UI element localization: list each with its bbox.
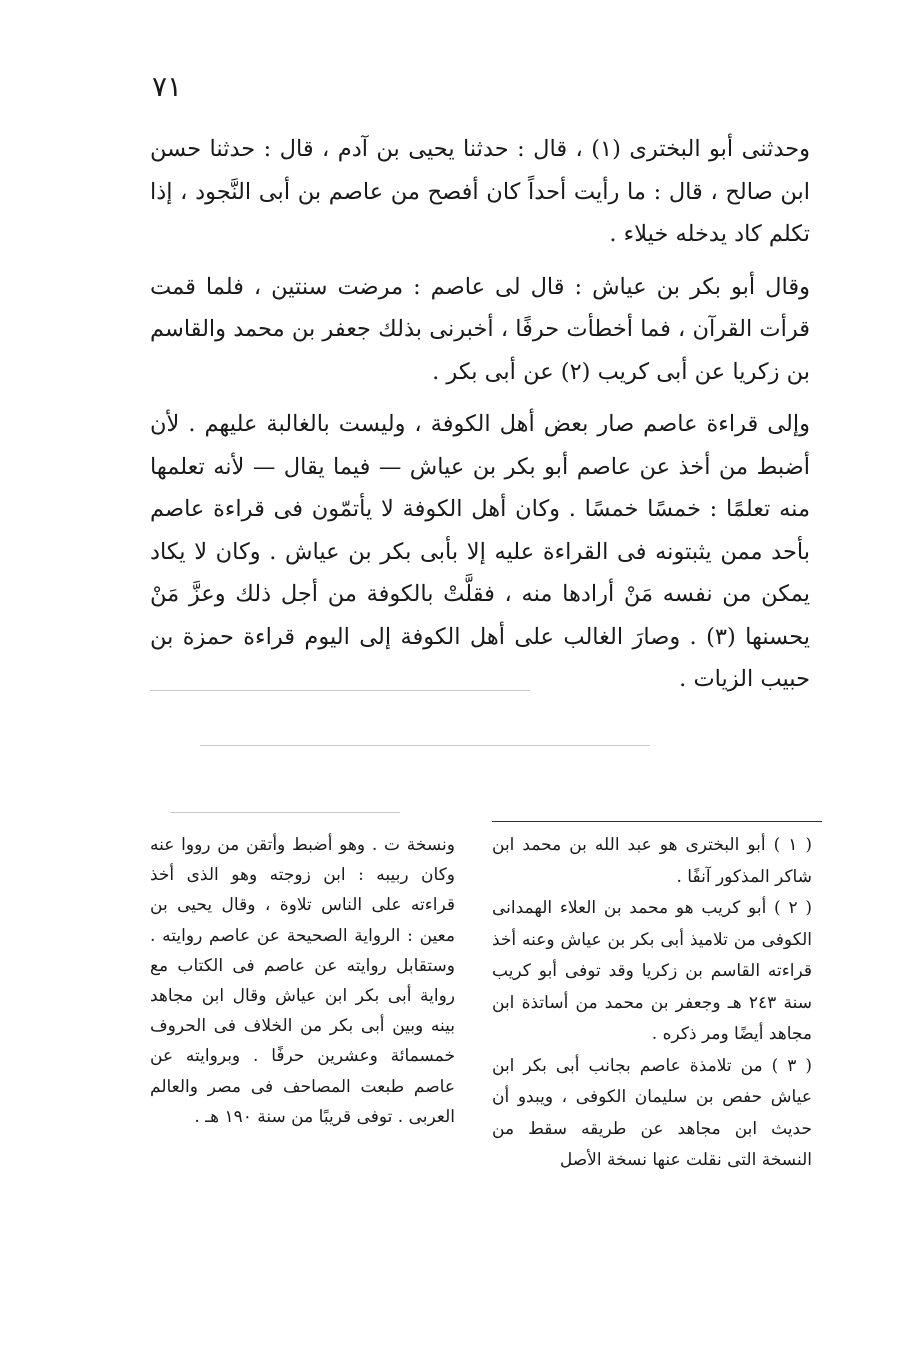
main-text-block [150,128,810,713]
page-number: ٧١ [152,70,183,103]
footnote-continuation: ونسخة ت . وهو أضبط وأتقن من رووا عنه وكان ربيبه : ابن زوجته وهو الذى أخذ قراءته على الناس تلاوة ، وقال يحيى بن معين : الرواية الصحيحة عن عاصم روايته . وستقابل روايته عن عاصم فى الكتاب مع رواية أبى بكر ابن عياش وقال ابن مجاهد بينه وبين أبى بكر من الخلاف فى الحروف خمسمائة وعشرين حرفًا . وبروايته عن عاصم طبعت المصاحف فى مصر والعالم العربى . توفى قريبًا من سنة ١٩٠ هـ . [150,835,455,1127]
main-paragraph: وإلى قراءة عاصم صار بعض أهل الكوفة ، وليست بالغالبة عليهم . لأن أضبط من أخذ عن عاصم أبو بكر بن عياش — فيما يقال — لأنه تعلمها منه تعلمًا : خمسًا خمسًا . وكان أهل الكوفة لا يأتمّون فى قراءة عاصم بأحد ممن يثبتونه فى القراءة عليه إلا بأبى بكر بن عياش . وكان لا يكاد يمكن من نفسه مَنْ أرادها منه ، فقلَّتْ بالكوفة من أجل ذلك وعزَّ مَنْ يحسنها (٣) . وصارَ الغالب على أهل الكوفة إلى اليوم قراءة حمزة بن حبيب الزيات . [150,411,810,692]
footnotes-left-column [150,830,455,1132]
footnote: ( ١ ) أبو البخترى هو عبد الله بن محمد ابن شاكر المذكور آنفًا . [492,835,812,887]
footnote-rule [492,821,822,822]
main-paragraph: وحدثنى أبو البخترى (١) ، قال : حدثنا يحيى بن آدم ، قال : حدثنا حسن ابن صالح ، قال : ما رأيت أحداً كان أفصح من عاصم بن أبى النَّجود ، إذا تكلم كاد يدخله خيلاء . [150,136,810,247]
main-paragraph: وقال أبو بكر بن عياش : قال لى عاصم : مرضت سنتين ، فلما قمت قرأت القرآن ، فما أخطأت حرفًا ، أخبرنى بذلك جعفر بن محمد والقاسم بن زكريا عن أبى كريب (٢) عن أبى بكر . [150,273,810,385]
footnote: ( ٢ ) أبو كريب هو محمد بن العلاء الهمدانى الكوفى من تلاميذ أبى بكر بن عياش وعنه أخذ قراءته القاسم بن زكريا وقد توفى أبو كريب سنة ٢٤٣ هـ وجعفر بن محمد من أساتذة ابن مجاهد أيضًا ومر ذكره . [492,898,812,1044]
footnotes-right-column [492,830,812,1177]
footnote: ( ٣ ) من تلامذة عاصم بجانب أبى بكر ابن عياش حفص بن سليمان الكوفى ، ويبدو أن حديث ابن مجاهد عن طريقه سقط من النسخة التى نقلت عنها نسخة الأصل [492,1055,812,1170]
